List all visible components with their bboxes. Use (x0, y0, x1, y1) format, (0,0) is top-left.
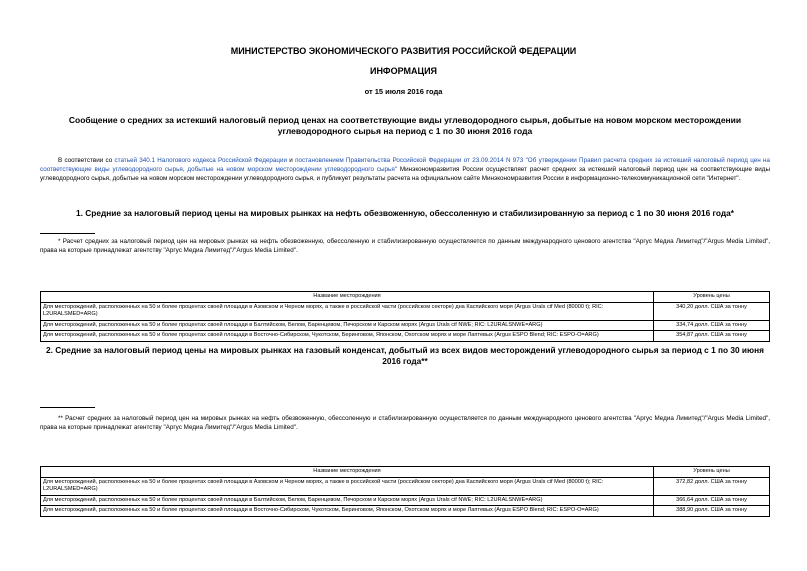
footnote-divider (40, 407, 95, 408)
tax-code-link[interactable]: статьей 340.1 Налогового кодекса Российской Федерации (114, 157, 288, 164)
table-header-row (41, 467, 770, 478)
field-name-cell: Для месторождений, расположенных на 50 и более процентах своей площади в Балтийском, Белом, Баренцевом, Печорском и Карском морях (Argus Urals cif NWE; RIC: L2URALSNWE=ARG) (41, 320, 654, 331)
section2-footnote: ** Расчет средних за налоговый период цен на мировых рынках на нефть обезвоженную, обессоленную и стабилизированную осуществляется по данным международного ценового агентства "Аргус Медиа Лимитед"/"Argus Media Limited", права на которые принадлежат агентству "Аргус Медиа Лимитед"/"Argus Media Limited". (40, 415, 770, 431)
price-cell: 334,74 долл. США за тонну (654, 320, 770, 331)
intro-middle: и (287, 157, 296, 164)
document-subject: Сообщение о средних за истекший налоговый период ценах на соответствующие виды углеводородного сырья, добытые на новом морском месторождении углеводородного сырья на период с 1 по 30 июня 2016 года (68, 115, 742, 136)
condensate-prices-table (40, 466, 770, 517)
column-header-price: Уровень цены (654, 467, 770, 478)
field-name-cell: Для месторождений, расположенных на 50 и более процентах своей площади в Балтийском, Белом, Баренцевом, Печорском и Карском морях (Argus Urals cif NWE; RIC: L2URALSNWE=ARG) (41, 495, 654, 506)
section2-title: 2. Средние за налоговый период цены на мировых рынках на газовый конденсат, добытый из всех видов месторождений углеводородного сырья за период с 1 по 30 июня 2016 года** (46, 345, 764, 366)
table-row (41, 331, 770, 342)
intro-paragraph (40, 156, 770, 183)
price-cell: 372,82 долл. США за тонну (654, 477, 770, 495)
field-name-cell: Для месторождений, расположенных на 50 и более процентах своей площади в Восточно-Сибирском, Чукотском, Беринговом, Японском, Охотском морях и море Лаптевых (Argus ESPO Blend; RIC: ESPO-O=ARG) (41, 506, 654, 517)
oil-prices-table (40, 291, 770, 342)
column-header-price: Уровень цены (654, 292, 770, 303)
government-decree-link[interactable]: постановлением Правительства Российской Федерации от 23.09.2014 N 973 "Об утверждении Правил расчета средних за истекший налоговый период цен на соответствующие виды углеводородного сырья, добытые на новом морском месторождении углеводородного сырья" (40, 157, 770, 173)
price-cell: 388,90 долл. США за тонну (654, 506, 770, 517)
table-row (41, 320, 770, 331)
table-header-row (41, 292, 770, 303)
table-row (41, 506, 770, 517)
field-name-cell: Для месторождений, расположенных на 50 и более процентах своей площади в Восточно-Сибирском, Чукотском, Беринговом, Японском, Охотском морях и море Лаптевых (Argus ESPO Blend; RIC: ESPO-O=ARG) (41, 331, 654, 342)
price-cell: 354,87 долл. США за тонну (654, 331, 770, 342)
section1-title: 1. Средние за налоговый период цены на мировых рынках на нефть обезвоженную, обессоленную и стабилизированную за период с 1 по 30 июня 2016 года* (76, 208, 734, 218)
price-cell: 366,64 долл. США за тонну (654, 495, 770, 506)
section1-footnote: * Расчет средних за налоговый период цен на мировых рынках на нефть обезвоженную, обессоленную и стабилизированную осуществляется по данным международного ценового агентства "Аргус Медиа Лимитед"/"Argus Media Limited", права на которые принадлежат агентству "Аргус Медиа Лимитед"/"Argus Media Limited". (40, 238, 770, 254)
column-header-field-name: Название месторождения (41, 467, 654, 478)
ministry-heading: МИНИСТЕРСТВО ЭКОНОМИЧЕСКОГО РАЗВИТИЯ РОССИЙСКОЙ ФЕДЕРАЦИИ (230, 46, 577, 56)
document-type: ИНФОРМАЦИЯ (369, 66, 438, 76)
table-row (41, 302, 770, 320)
column-header-field-name: Название месторождения (41, 292, 654, 303)
intro-suffix: Минэкономразвития России осуществляет расчет средних за истекший налоговый период цен на соответствующие виды углеводородного сырья, добытые на новом морском месторождении углеводородного сырья, и публикует результаты расчета на официальном сайте Минэкономразвития России в информационно-телекоммуникационной сети "Интернет". (40, 166, 770, 182)
document-date: от 15 июля 2016 года (364, 87, 443, 96)
field-name-cell: Для месторождений, расположенных на 50 и более процентах своей площади в Азовском и Черном морях, а также в российской части (российском секторе) дна Каспийского моря (Argus Urals cif Med (80000 t); RIC: L2URALSMED=ARG) (41, 477, 654, 495)
field-name-cell: Для месторождений, расположенных на 50 и более процентах своей площади в Азовском и Черном морях, а также в российской части (российском секторе) дна Каспийского моря (Argus Urals cif Med (80000 t); RIC: L2URALSMED=ARG) (41, 302, 654, 320)
table-row (41, 477, 770, 495)
table-row (41, 495, 770, 506)
intro-prefix: В соответствии со (58, 157, 115, 164)
footnote-divider (40, 233, 95, 234)
price-cell: 340,20 долл. США за тонну (654, 302, 770, 320)
